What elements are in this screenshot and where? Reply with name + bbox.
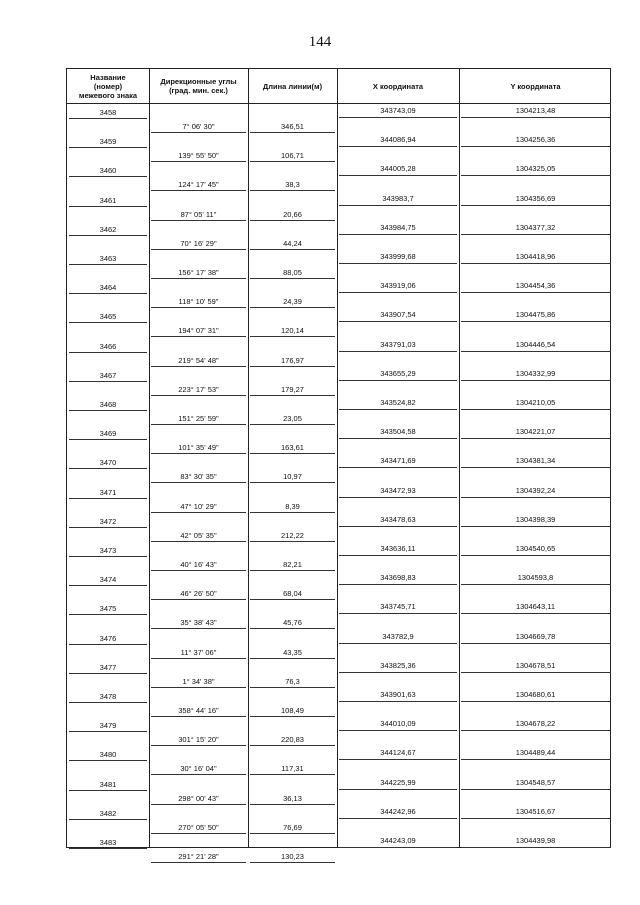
point-name: 3465 bbox=[99, 312, 117, 322]
row-line bbox=[250, 745, 335, 746]
header-angle-line: Дирекционные углы bbox=[160, 77, 237, 86]
segment-angle: 70° 16' 29" bbox=[180, 238, 217, 248]
row-line bbox=[69, 527, 147, 528]
row-line bbox=[461, 351, 610, 352]
row-line bbox=[250, 395, 335, 396]
point-y: 1304332,99 bbox=[515, 368, 556, 378]
row-line bbox=[250, 716, 335, 717]
row-line bbox=[461, 409, 610, 410]
header-name-line: Название bbox=[90, 72, 126, 82]
segment-length: 45,76 bbox=[283, 618, 302, 628]
row-line bbox=[151, 833, 246, 834]
row-line bbox=[461, 234, 610, 235]
row-line bbox=[250, 570, 335, 571]
point-x: 344243,09 bbox=[380, 836, 416, 845]
row-line bbox=[250, 541, 335, 542]
point-name: 3470 bbox=[99, 458, 117, 468]
row-line bbox=[339, 321, 457, 322]
segment-angle: 223° 17' 53" bbox=[178, 384, 219, 394]
column-divider bbox=[337, 69, 338, 847]
row-line bbox=[250, 804, 335, 805]
segment-length: 130,23 bbox=[281, 852, 304, 861]
row-line bbox=[151, 395, 246, 396]
row-line bbox=[339, 175, 457, 176]
row-line bbox=[339, 789, 457, 790]
row-line bbox=[461, 526, 610, 527]
row-line bbox=[69, 468, 147, 469]
row-line bbox=[461, 789, 610, 790]
point-name: 3477 bbox=[99, 662, 117, 672]
point-x: 344242,96 bbox=[380, 806, 416, 816]
point-name: 3467 bbox=[99, 370, 117, 380]
segment-length: 117,31 bbox=[281, 764, 304, 774]
segment-angle: 118° 10' 59" bbox=[178, 297, 219, 307]
row-line bbox=[250, 512, 335, 513]
row-line bbox=[461, 613, 610, 614]
row-line bbox=[339, 818, 457, 819]
point-y: 1304398,39 bbox=[515, 514, 556, 524]
row-line bbox=[250, 833, 335, 834]
segment-angle: 30° 16' 04" bbox=[180, 764, 217, 774]
segment-angle: 219° 54' 48" bbox=[178, 355, 219, 365]
point-name: 3468 bbox=[99, 400, 117, 409]
point-y: 1304643,11 bbox=[515, 602, 556, 612]
point-x: 343478,63 bbox=[380, 514, 416, 524]
row-line bbox=[151, 774, 246, 775]
row-line bbox=[461, 759, 610, 760]
coordinates-table bbox=[66, 68, 611, 861]
row-line bbox=[151, 628, 246, 629]
point-x: 344225,99 bbox=[380, 777, 416, 787]
point-y: 1304439,98 bbox=[515, 836, 556, 845]
row-line bbox=[151, 745, 246, 746]
header-angle bbox=[149, 69, 248, 103]
header-length: Длина линии(м) bbox=[262, 81, 323, 91]
segment-length: 36,13 bbox=[283, 793, 302, 803]
segment-length: 8,39 bbox=[285, 501, 300, 511]
row-line bbox=[69, 760, 147, 761]
point-y: 1304356,69 bbox=[515, 193, 556, 203]
row-line bbox=[151, 570, 246, 571]
point-x: 344124,67 bbox=[380, 748, 416, 758]
row-line bbox=[151, 716, 246, 717]
segment-angle: 298° 00' 43" bbox=[178, 793, 219, 803]
row-line bbox=[250, 599, 335, 600]
row-line bbox=[461, 847, 610, 848]
row-line bbox=[250, 687, 335, 688]
row-line bbox=[339, 672, 457, 673]
point-x: 344005,28 bbox=[380, 164, 416, 174]
point-x: 343907,54 bbox=[380, 310, 416, 320]
segment-length: 68,04 bbox=[283, 589, 302, 599]
segment-angle: 151° 25' 59" bbox=[178, 414, 219, 423]
row-line bbox=[461, 555, 610, 556]
row-line bbox=[151, 541, 246, 542]
point-x: 343791,03 bbox=[380, 339, 416, 349]
row-line bbox=[69, 731, 147, 732]
point-y: 1304680,61 bbox=[515, 690, 556, 699]
row-line bbox=[151, 249, 246, 250]
point-y: 1304213,48 bbox=[515, 106, 556, 115]
segment-angle: 87° 05' 11" bbox=[180, 209, 217, 219]
row-line bbox=[461, 321, 610, 322]
point-name: 3463 bbox=[99, 254, 117, 263]
segment-length: 108,49 bbox=[281, 706, 304, 715]
segment-length: 10,97 bbox=[283, 472, 302, 482]
segment-length: 88,05 bbox=[283, 268, 302, 277]
segment-length: 179,27 bbox=[281, 384, 304, 394]
point-x: 343472,93 bbox=[380, 485, 416, 495]
segment-length: 44,24 bbox=[283, 238, 302, 248]
row-line bbox=[461, 263, 610, 264]
row-line bbox=[339, 117, 457, 118]
point-x: 343504,58 bbox=[380, 427, 416, 437]
point-name: 3471 bbox=[99, 487, 117, 497]
segment-length: 82,21 bbox=[283, 560, 302, 569]
row-line bbox=[69, 439, 147, 440]
segment-angle: 270° 05' 50" bbox=[178, 822, 219, 832]
row-line bbox=[461, 818, 610, 819]
row-line bbox=[250, 366, 335, 367]
segment-length: 212,22 bbox=[281, 530, 304, 540]
row-line bbox=[151, 687, 246, 688]
segment-length: 176,97 bbox=[281, 355, 304, 365]
row-line bbox=[461, 643, 610, 644]
point-name: 3475 bbox=[99, 604, 117, 614]
point-name: 3476 bbox=[99, 633, 117, 643]
header-name-line: межевого знака bbox=[78, 90, 138, 100]
row-line bbox=[339, 497, 457, 498]
row-line bbox=[151, 278, 246, 279]
row-line bbox=[339, 205, 457, 206]
row-line bbox=[69, 206, 147, 207]
point-x: 343919,06 bbox=[380, 281, 416, 291]
row-line bbox=[69, 176, 147, 177]
row-line bbox=[151, 804, 246, 805]
point-y: 1304669,78 bbox=[515, 631, 556, 641]
segment-length: 76,3 bbox=[285, 676, 300, 686]
row-line bbox=[151, 307, 246, 308]
row-line bbox=[339, 380, 457, 381]
row-line bbox=[339, 526, 457, 527]
point-name: 3472 bbox=[99, 516, 117, 526]
segment-angle: 47° 10' 29" bbox=[180, 501, 217, 511]
row-line bbox=[151, 512, 246, 513]
point-y: 1304454,36 bbox=[515, 281, 556, 291]
header-name-line: (номер) bbox=[93, 81, 123, 91]
row-line bbox=[151, 132, 246, 133]
row-line bbox=[250, 307, 335, 308]
row-line bbox=[250, 424, 335, 425]
row-line bbox=[69, 585, 147, 586]
point-y: 1304446,54 bbox=[515, 339, 556, 349]
row-line bbox=[339, 847, 457, 848]
point-x: 344010,09 bbox=[380, 719, 416, 729]
row-line bbox=[461, 497, 610, 498]
row-line bbox=[339, 146, 457, 147]
segment-angle: 42° 05' 35" bbox=[180, 530, 217, 540]
point-name: 3474 bbox=[99, 575, 117, 585]
point-y: 1304325,05 bbox=[515, 164, 556, 174]
header-y: Y координата bbox=[510, 81, 561, 91]
segment-length: 120,14 bbox=[281, 326, 304, 336]
row-line bbox=[250, 862, 335, 863]
point-y: 1304593,8 bbox=[517, 573, 554, 583]
row-line bbox=[339, 292, 457, 293]
row-line bbox=[151, 424, 246, 425]
segment-angle: 124° 17' 45" bbox=[178, 180, 219, 190]
segment-length: 163,61 bbox=[281, 443, 304, 453]
row-line bbox=[461, 438, 610, 439]
point-name: 3458 bbox=[99, 108, 117, 117]
segment-angle: 83° 30' 35" bbox=[180, 472, 217, 482]
row-line bbox=[339, 730, 457, 731]
row-line bbox=[69, 556, 147, 557]
row-line bbox=[151, 336, 246, 337]
row-line bbox=[250, 336, 335, 337]
row-line bbox=[461, 205, 610, 206]
row-line bbox=[339, 701, 457, 702]
point-name: 3460 bbox=[99, 166, 117, 176]
segment-length: 24,39 bbox=[283, 297, 302, 307]
row-line bbox=[250, 482, 335, 483]
segment-angle: 291° 21' 28" bbox=[178, 852, 219, 861]
point-x: 343983,7 bbox=[382, 193, 414, 203]
segment-angle: 35° 38' 43" bbox=[180, 618, 217, 628]
segment-angle: 156° 17' 38" bbox=[178, 268, 219, 277]
row-line bbox=[339, 351, 457, 352]
header-angle-line: (град. мин. сек.) bbox=[169, 86, 228, 95]
point-y: 1304392,24 bbox=[515, 485, 556, 495]
row-line bbox=[339, 234, 457, 235]
row-line bbox=[339, 467, 457, 468]
point-name: 3479 bbox=[99, 721, 117, 731]
row-line bbox=[69, 293, 147, 294]
point-x: 343901,63 bbox=[380, 690, 416, 699]
row-line bbox=[69, 702, 147, 703]
segment-angle: 11° 37' 06" bbox=[180, 647, 217, 657]
row-line bbox=[461, 117, 610, 118]
row-line bbox=[250, 774, 335, 775]
point-y: 1304548,57 bbox=[515, 777, 556, 787]
segment-length: 76,69 bbox=[283, 822, 302, 832]
segment-length: 38,3 bbox=[285, 180, 300, 190]
segment-angle: 46° 26' 50" bbox=[180, 589, 217, 599]
segment-angle: 1° 34' 38" bbox=[182, 676, 215, 686]
row-line bbox=[250, 453, 335, 454]
row-line bbox=[461, 672, 610, 673]
point-x: 343745,71 bbox=[380, 602, 416, 612]
point-name: 3459 bbox=[99, 137, 117, 147]
point-name: 3462 bbox=[99, 224, 117, 234]
point-name: 3473 bbox=[99, 546, 117, 555]
row-line bbox=[461, 146, 610, 147]
row-line bbox=[250, 132, 335, 133]
segment-angle: 358° 44' 16" bbox=[178, 706, 219, 715]
point-x: 343471,69 bbox=[380, 456, 416, 466]
row-line bbox=[461, 584, 610, 585]
segment-angle: 101° 35' 49" bbox=[178, 443, 219, 453]
point-x: 343782,9 bbox=[382, 631, 414, 641]
row-line bbox=[461, 175, 610, 176]
point-name: 3466 bbox=[99, 341, 117, 351]
point-name: 3478 bbox=[99, 692, 117, 701]
row-line bbox=[69, 790, 147, 791]
point-x: 343743,09 bbox=[380, 106, 416, 115]
point-name: 3461 bbox=[99, 195, 117, 205]
row-line bbox=[151, 599, 246, 600]
row-line bbox=[151, 366, 246, 367]
row-line bbox=[461, 380, 610, 381]
point-y: 1304516,67 bbox=[515, 806, 556, 816]
point-y: 1304418,96 bbox=[515, 252, 556, 261]
header-x: X координата bbox=[372, 81, 424, 91]
segment-angle: 194° 07' 31" bbox=[178, 326, 219, 336]
row-line bbox=[69, 322, 147, 323]
segment-length: 43,35 bbox=[283, 647, 302, 657]
header-name bbox=[67, 69, 149, 103]
point-name: 3481 bbox=[99, 779, 117, 789]
point-x: 344086,94 bbox=[380, 135, 416, 145]
point-y: 1304210,05 bbox=[515, 398, 556, 407]
point-name: 3464 bbox=[99, 283, 117, 293]
segment-angle: 7° 06' 30" bbox=[182, 122, 215, 131]
point-y: 1304489,44 bbox=[515, 748, 556, 758]
point-x: 343825,36 bbox=[380, 660, 416, 670]
point-x: 343524,82 bbox=[380, 398, 416, 407]
row-line bbox=[151, 658, 246, 659]
row-line bbox=[250, 220, 335, 221]
row-line bbox=[151, 161, 246, 162]
row-line bbox=[461, 467, 610, 468]
row-line bbox=[339, 584, 457, 585]
row-line bbox=[69, 819, 147, 820]
row-line bbox=[250, 190, 335, 191]
point-y: 1304377,32 bbox=[515, 222, 556, 232]
row-line bbox=[339, 409, 457, 410]
segment-angle: 139° 55' 50" bbox=[178, 151, 219, 161]
row-line bbox=[69, 264, 147, 265]
point-name: 3482 bbox=[99, 808, 117, 818]
row-line bbox=[339, 643, 457, 644]
row-line bbox=[151, 482, 246, 483]
point-x: 343655,29 bbox=[380, 368, 416, 378]
segment-angle: 301° 15' 20" bbox=[178, 735, 219, 745]
row-line bbox=[69, 381, 147, 382]
row-line bbox=[69, 848, 147, 849]
row-line bbox=[69, 644, 147, 645]
row-line bbox=[151, 453, 246, 454]
row-line bbox=[69, 118, 147, 119]
row-line bbox=[461, 292, 610, 293]
segment-length: 23,05 bbox=[283, 414, 302, 423]
page-number: 144 bbox=[308, 34, 332, 50]
row-line bbox=[250, 628, 335, 629]
point-y: 1304221,07 bbox=[515, 427, 556, 437]
row-line bbox=[250, 249, 335, 250]
row-line bbox=[339, 759, 457, 760]
point-x: 343698,83 bbox=[380, 573, 416, 583]
point-name: 3483 bbox=[99, 838, 117, 847]
row-line bbox=[69, 614, 147, 615]
row-line bbox=[339, 263, 457, 264]
point-x: 343999,68 bbox=[380, 252, 416, 261]
row-line bbox=[339, 613, 457, 614]
row-line bbox=[339, 555, 457, 556]
segment-length: 20,66 bbox=[283, 209, 302, 219]
row-line bbox=[339, 438, 457, 439]
point-y: 1304256,36 bbox=[515, 135, 556, 145]
row-line bbox=[69, 147, 147, 148]
point-y: 1304678,51 bbox=[515, 660, 556, 670]
row-line bbox=[151, 190, 246, 191]
segment-length: 346,51 bbox=[281, 122, 304, 131]
row-line bbox=[250, 658, 335, 659]
row-line bbox=[250, 278, 335, 279]
segment-length: 106,71 bbox=[281, 151, 304, 161]
row-line bbox=[69, 410, 147, 411]
row-line bbox=[250, 161, 335, 162]
row-line bbox=[69, 673, 147, 674]
row-line bbox=[461, 730, 610, 731]
point-x: 343636,11 bbox=[380, 544, 416, 553]
point-y: 1304475,86 bbox=[515, 310, 556, 320]
row-line bbox=[69, 235, 147, 236]
point-name: 3469 bbox=[99, 429, 117, 439]
point-y: 1304678,22 bbox=[515, 719, 556, 729]
point-y: 1304540,65 bbox=[515, 544, 556, 553]
segment-length: 220,83 bbox=[281, 735, 304, 745]
header-divider bbox=[67, 103, 610, 104]
segment-angle: 40° 16' 43" bbox=[180, 560, 217, 569]
row-line bbox=[151, 862, 246, 863]
row-line bbox=[461, 701, 610, 702]
row-line bbox=[151, 220, 246, 221]
point-name: 3480 bbox=[99, 750, 117, 760]
point-y: 1304381,34 bbox=[515, 456, 556, 466]
row-line bbox=[69, 352, 147, 353]
row-line bbox=[69, 498, 147, 499]
point-x: 343984,75 bbox=[380, 222, 416, 232]
